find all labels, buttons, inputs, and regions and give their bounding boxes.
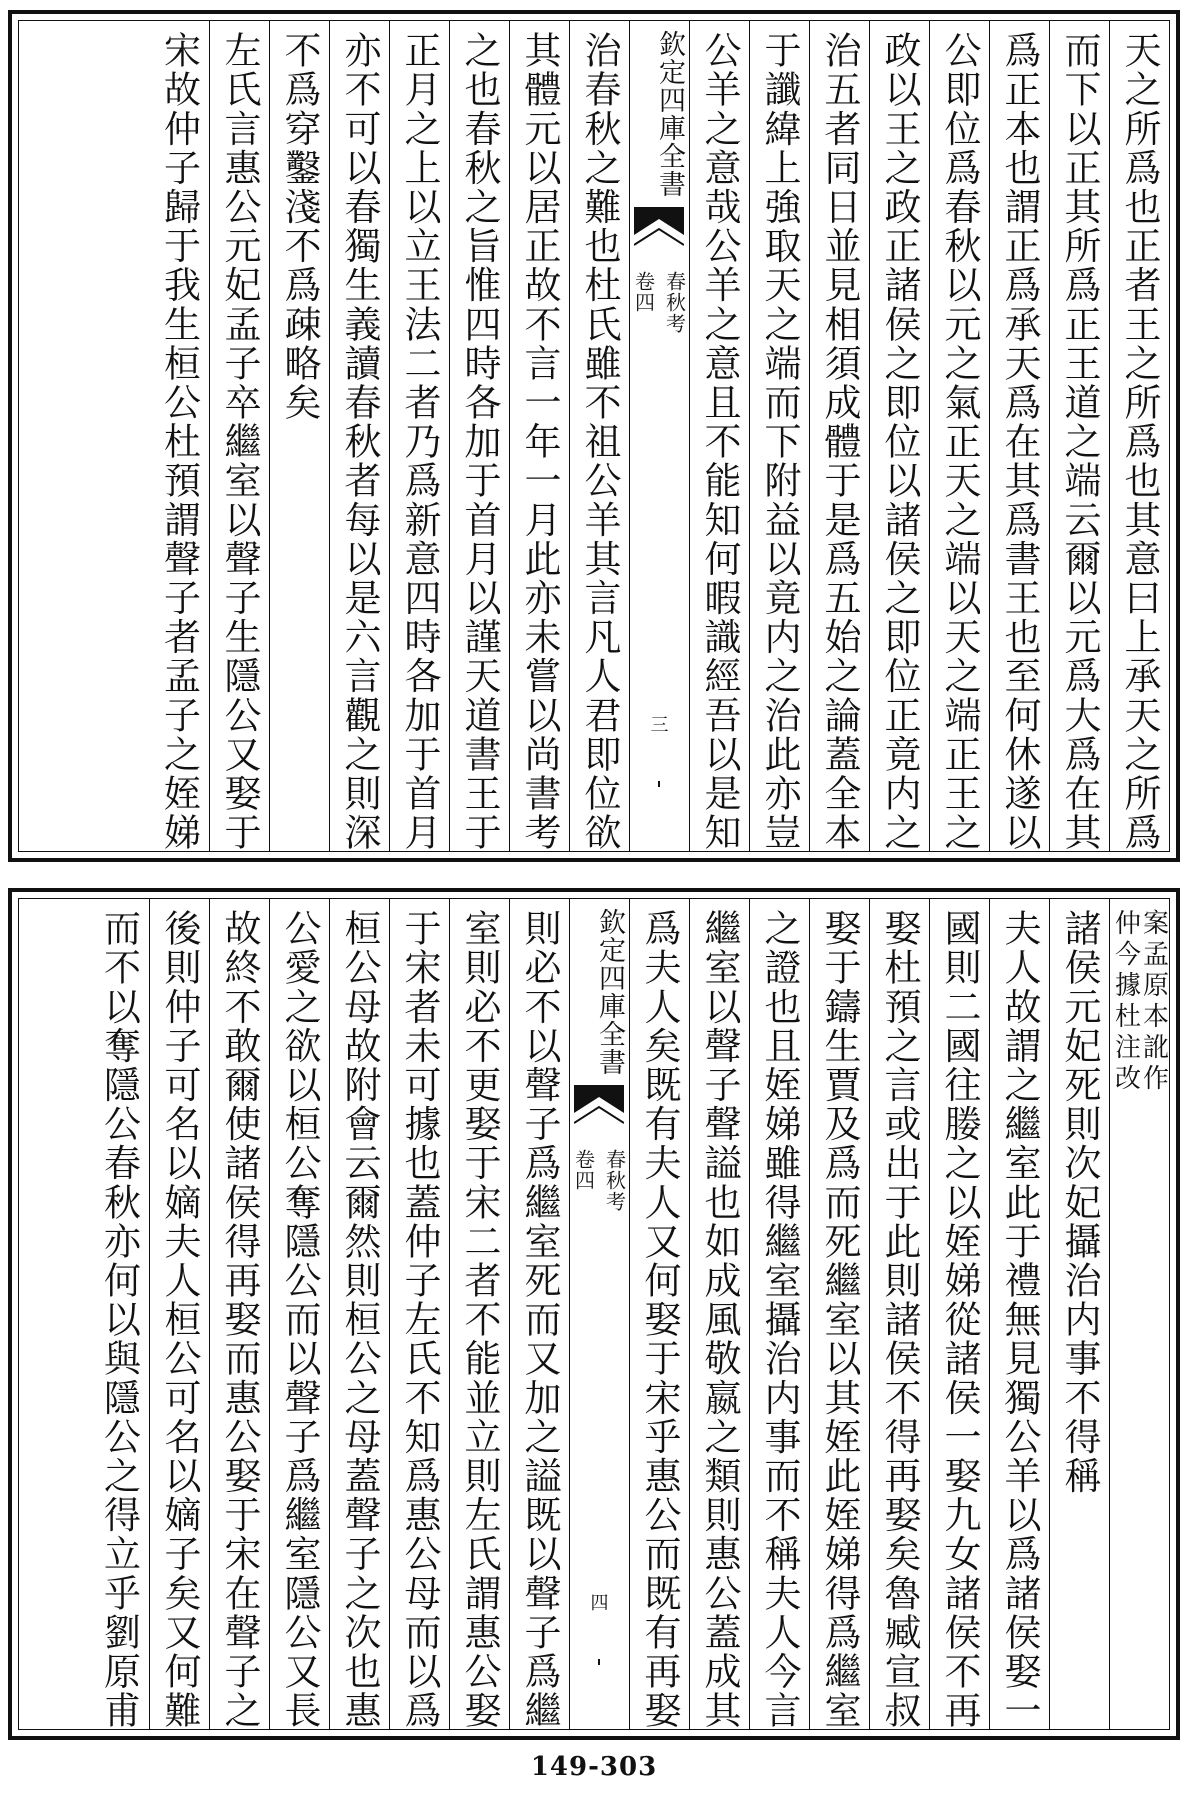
text-column — [269, 21, 329, 851]
text-column — [1109, 21, 1169, 851]
column-text: 于宋者未可據也蓋仲子左氏不知爲惠公母而以爲 — [398, 909, 441, 1731]
column-text: 于讖緯上強取天之端而下附益以竟内之治此亦豈 — [758, 31, 801, 853]
bottom-page-frame — [18, 898, 1170, 1730]
text-column — [989, 899, 1049, 1729]
text-column — [509, 899, 569, 1729]
section-label — [631, 271, 687, 334]
column-text: 公即位爲春秋以元之氣正天之端以天之端正王之 — [938, 31, 981, 853]
column-text: 治春秋之難也杜氏雖不祖公羊其言凡人君即位欲 — [578, 31, 621, 853]
column-text: 之證也且姪娣雖得繼室攝治内事而不稱夫人今言 — [758, 909, 801, 1731]
text-column — [989, 21, 1049, 851]
fold-mark — [598, 1659, 600, 1665]
running-title: 欽定四庫全書 — [594, 908, 625, 1076]
column-text: 政以王之政正諸侯之即位以諸侯之即位正竟内之 — [878, 31, 921, 853]
text-column — [929, 899, 989, 1729]
column-text: 繼室以聲子聲謚也如成風敬嬴之類則惠公蓋成其 — [698, 909, 741, 1731]
text-column — [869, 21, 929, 851]
column-text: 室則必不更娶于宋二者不能並立則左氏謂惠公娶 — [458, 909, 501, 1731]
page-code: 149-303 — [530, 1752, 658, 1782]
column-text: 諸侯元妃死則次妃攝治内事不得稱 — [1058, 909, 1101, 1496]
text-column — [809, 21, 869, 851]
text-column — [689, 21, 749, 851]
editorial-note: 案孟原本訛作 — [1138, 909, 1169, 1095]
column-text: 公羊之意哉公羊之意且不能知何暇識經吾以是知 — [698, 31, 741, 853]
text-column — [689, 899, 749, 1729]
column-text: 治五者同日並見相須成體于是爲五始之論蓋全本 — [818, 31, 861, 853]
text-column — [449, 899, 509, 1729]
text-column — [629, 899, 689, 1729]
text-column — [149, 899, 209, 1729]
text-column — [389, 899, 449, 1729]
column-text: 不爲穿鑿淺不爲疎略矣 — [278, 31, 321, 422]
fold-mark — [658, 781, 660, 787]
column-text: 國則二國往媵之以姪娣從諸侯一娶九女諸侯不再 — [938, 909, 981, 1731]
section-label — [571, 1149, 627, 1212]
text-column — [329, 21, 389, 851]
column-text: 而不以奪隱公春秋亦何以與隱公之得立乎劉原甫 — [97, 909, 141, 1731]
column-text: 桓公母故附會云爾然則桓公之母蓋聲子之次也惠 — [338, 909, 381, 1731]
text-column — [89, 899, 149, 1729]
column-text: 娶杜預之言或出于此則諸侯不得再娶矣魯臧宣叔 — [878, 909, 921, 1731]
column-text: 後則仲子可名以嫡夫人桓公可名以嫡子矣又何難 — [158, 909, 201, 1731]
column-text: 亦不可以春獨生義讀春秋者每以是六言觀之則深 — [338, 31, 381, 853]
text-column — [869, 899, 929, 1729]
column-text: 之也春秋之旨惟四時各加于首月以謹天道書王于 — [458, 31, 501, 853]
page-number: 三 — [650, 715, 669, 736]
column-text: 天之所爲也正者王之所爲也其意曰上承天之所爲 — [1118, 31, 1161, 853]
text-column — [749, 899, 809, 1729]
volume-label: 卷四 — [571, 1149, 596, 1191]
column-text: 其體元以居正故不言一年一月此亦未嘗以尚書考 — [518, 31, 561, 853]
fish-tail-icon — [634, 207, 684, 253]
text-column — [209, 21, 269, 851]
center-fold-strip — [569, 899, 629, 1729]
top-page — [8, 10, 1180, 862]
text-column — [209, 899, 269, 1729]
text-column — [1049, 899, 1109, 1729]
bottom-page — [8, 888, 1180, 1740]
running-title: 欽定四庫全書 — [654, 30, 685, 198]
text-column — [389, 21, 449, 851]
text-column — [569, 21, 629, 851]
column-text: 爲夫人矣既有夫人又何娶于宋乎惠公而既有再娶 — [638, 909, 681, 1731]
text-column — [809, 899, 869, 1729]
text-column — [929, 21, 989, 851]
volume-label: 卷四 — [631, 271, 656, 313]
fish-tail-icon — [574, 1085, 624, 1131]
column-text: 宋故仲子歸于我生桓公杜預謂聲子者孟子之姪娣 — [157, 31, 201, 853]
note-text-column — [1109, 899, 1169, 1729]
editorial-note: 仲今據杜注改 — [1110, 909, 1141, 1095]
book-title: 春秋考 — [662, 271, 687, 334]
text-column — [329, 899, 389, 1729]
column-text: 而下以正其所爲正王道之端云爾以元爲大爲在其 — [1058, 31, 1101, 853]
text-column — [269, 899, 329, 1729]
column-text: 左氏言惠公元妃孟子卒繼室以聲子生隱公又娶于 — [218, 31, 261, 853]
top-page-frame — [18, 20, 1170, 852]
column-text: 則必不以聲子爲繼室死而又加之謚既以聲子爲繼 — [518, 909, 561, 1731]
column-text: 公愛之欲以桓公奪隱公而以聲子爲繼室隱公又長 — [278, 909, 321, 1731]
text-column — [449, 21, 509, 851]
book-title: 春秋考 — [602, 1149, 627, 1212]
center-fold-strip — [629, 21, 689, 851]
text-column — [149, 21, 209, 851]
column-text: 故終不敢爾使諸侯得再娶而惠公娶于宋在聲子之 — [218, 909, 261, 1731]
text-column — [749, 21, 809, 851]
text-column — [509, 21, 569, 851]
column-text: 娶于鑄生賈及爲而死繼室以其姪此姪娣得爲繼室 — [818, 909, 861, 1731]
text-column — [1049, 21, 1109, 851]
column-text: 爲正本也謂正爲承天爲在其爲書王也至何休遂以 — [998, 31, 1041, 853]
column-text: 夫人故謂之繼室此于禮無見獨公羊以爲諸侯娶一 — [998, 909, 1041, 1731]
column-text: 正月之上以立王法二者乃爲新意四時各加于首月 — [398, 31, 441, 853]
page-number: 四 — [590, 1593, 609, 1614]
